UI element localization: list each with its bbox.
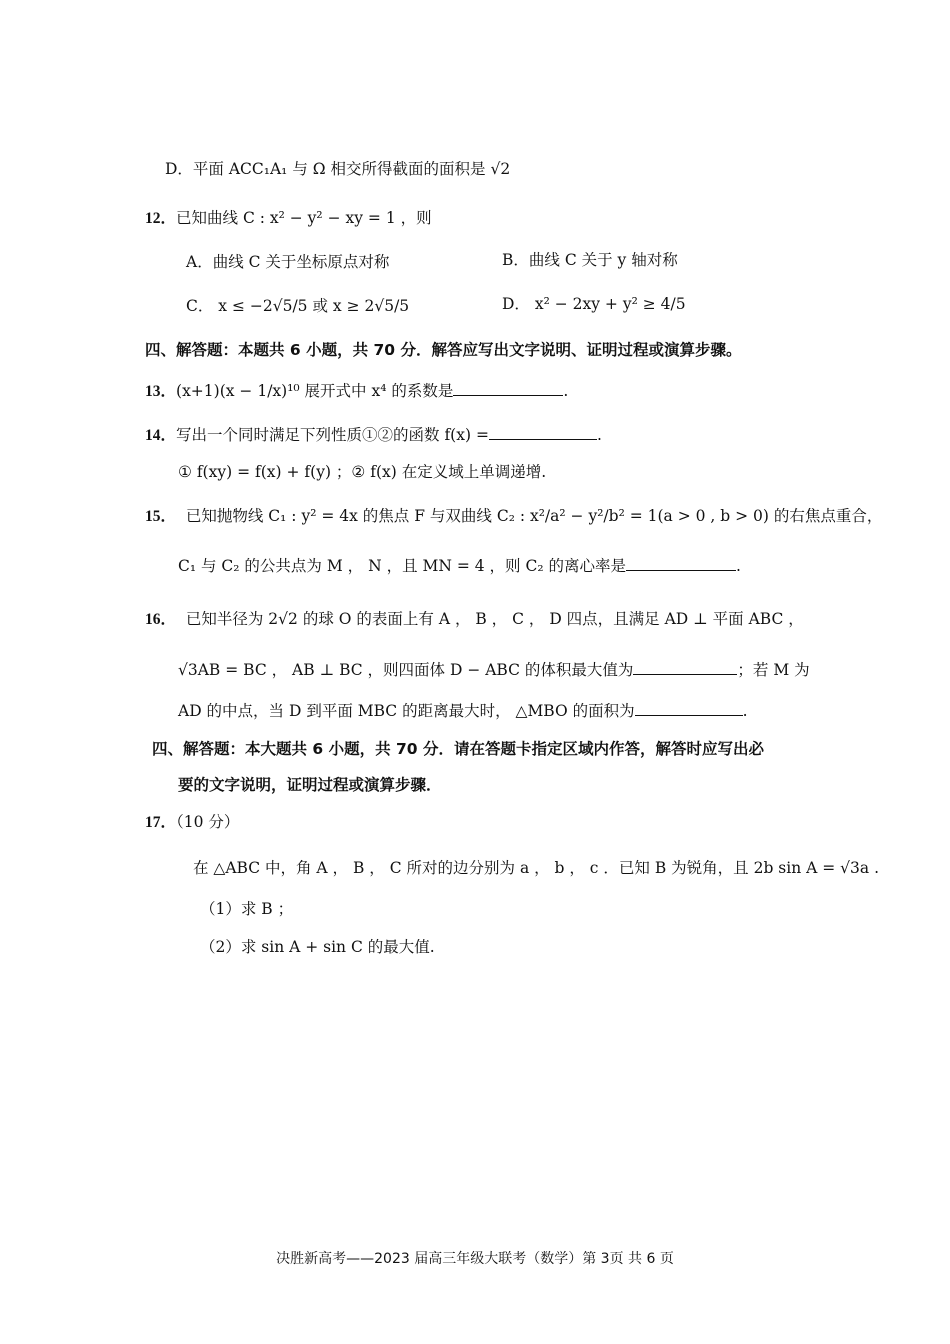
q11-option-d: D．平面 ACC₁A₁ 与 Ω 相交所得截面的面积是 √2 xyxy=(165,160,511,178)
q17-score: （10 分） xyxy=(176,813,240,831)
q13-period: . xyxy=(563,382,569,400)
q16-answer-blank-2[interactable] xyxy=(635,701,743,716)
q15-number: 15． xyxy=(145,508,177,525)
section-4b-heading-line1: 四、解答题：本大题共 6 小题，共 70 分．请在答题卡指定区域内作答，解答时应写出必 xyxy=(152,740,764,758)
q16-text-2: √3AB = BC ， AB ⊥ BC ，则四面体 D − ABC 的体积最大值为 xyxy=(178,661,634,679)
q16-text-3: ；若 M 为 xyxy=(737,661,810,679)
q15-text: 已知抛物线 C₁ : y² = 4x 的焦点 F 与双曲线 C₂ : x²/a² − y²/b² = 1(a > 0 , b > 0) 的右焦点重合， xyxy=(185,507,883,525)
q14-number: 14． xyxy=(145,427,177,444)
q13-text: (x+1)(x − 1/x)¹⁰ 展开式中 x⁴ 的系数是 xyxy=(176,382,454,400)
q16-line1 xyxy=(145,608,804,631)
q12-option-a: A．曲线 C 关于坐标原点对称 xyxy=(186,253,390,271)
q15-text-2: C₁ 与 C₂ 的公共点为 M ， N ，且 MN = 4 ，则 C₂ 的离心率是 xyxy=(178,557,626,575)
q16-line2 xyxy=(178,659,810,681)
section-4b-heading-line2: 要的文字说明，证明过程或演算步骤． xyxy=(178,776,442,794)
q15-line2 xyxy=(178,555,741,577)
q12-option-d: D． x² − 2xy + y² ≥ 4/5 xyxy=(502,295,686,313)
section-4-heading: 四、解答题：本题共 6 小题，共 70 分．解答应写出文字说明、证明过程或演算步骤。 xyxy=(145,341,742,359)
q15-line1 xyxy=(145,505,882,528)
q16-number: 16． xyxy=(145,611,177,628)
q16-answer-blank-1[interactable] xyxy=(633,660,737,675)
q14-answer-blank[interactable] xyxy=(489,425,597,440)
q13-answer-blank[interactable] xyxy=(453,381,563,396)
q13 xyxy=(145,380,568,403)
q14-period: . xyxy=(596,426,602,444)
q16-text-4: AD 的中点，当 D 到平面 MBC 的距离最大时， △MBO 的面积为 xyxy=(178,702,635,720)
q14-conditions: ① f(xy) = f(x) + f(y) ；② f(x) 在定义域上单调递增. xyxy=(178,463,547,481)
page-footer: 决胜新高考——2023 届高三年级大联考（数学）第 3页 共 6 页 xyxy=(276,1251,674,1267)
q12-text: 已知曲线 C : x² − y² − xy = 1 ，则 xyxy=(176,209,432,227)
q17-header xyxy=(145,811,239,834)
q12-option-c: C． x ≤ −2√5/5 或 x ≥ 2√5/5 xyxy=(186,297,410,315)
q15-answer-blank[interactable] xyxy=(626,556,736,571)
q17-part2: （2）求 sin A + sin C 的最大值. xyxy=(200,938,435,956)
q13-number: 13． xyxy=(145,383,177,400)
q12-option-b: B．曲线 C 关于 y 轴对称 xyxy=(502,251,678,269)
q16-text: 已知半径为 2√2 的球 O 的表面上有 A ， B ， C ， D 四点，且满足 AD ⊥ 平面 ABC ， xyxy=(185,610,804,628)
q12-stem xyxy=(145,207,432,230)
q17-number: 17． xyxy=(145,814,177,831)
q17-part1: （1）求 B ； xyxy=(200,900,294,918)
q15-period: . xyxy=(736,557,741,575)
q12-number: 12． xyxy=(145,210,177,227)
q16-line3 xyxy=(178,700,748,722)
q17-stem: 在 △ABC 中，角 A ， B ， C 所对的边分别为 a ， b ， c ．已知 B 为锐角，且 2b sin A = √3a . xyxy=(193,859,879,877)
q16-period: . xyxy=(742,702,748,720)
q14 xyxy=(145,424,602,447)
q14-text: 写出一个同时满足下列性质①②的函数 f(x) = xyxy=(176,426,489,444)
